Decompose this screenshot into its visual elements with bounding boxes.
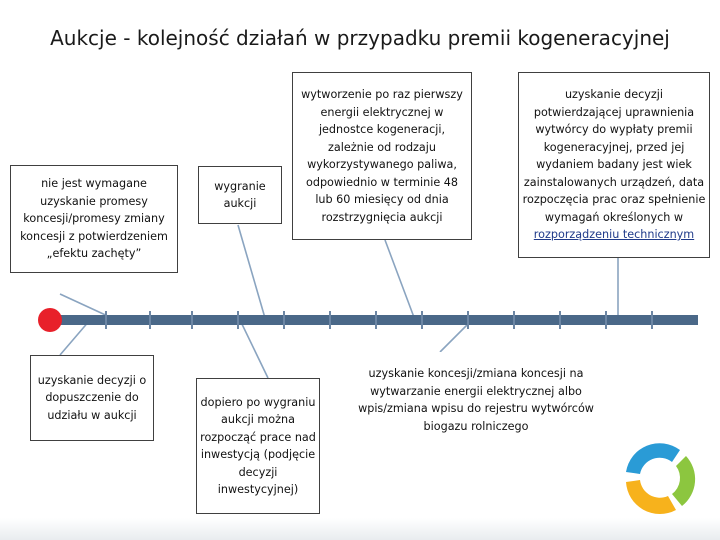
box-investment-start: dopiero po wygraniu aukcji można rozpocząć prace nad inwestycją (podjęcie decyzji inwestycyjnej) <box>196 378 320 514</box>
connector-top2 <box>238 225 265 318</box>
box-premium-decision-text: uzyskanie decyzji potwierdzającej uprawnienia wytwórcy do wypłaty premii kogeneracyjnej, przed jej wydaniem badany jest wiek zainstalowanych urządzeń, data rozpoczęcia prac oraz spełnienie wymagań określonych w <box>522 88 706 224</box>
box-first-energy-production: wytworzenie po raz pierwszy energii elektrycznej w jednostce kogeneracji, zależnie od rodzaju wykorzystywanego paliwa, odpowiednio w terminie 48 lub 60 miesięcy od dnia rozstrzygnięcia aukcji <box>292 72 472 240</box>
box-admission-decision: uzyskanie decyzji o dopuszczenie do udziału w aukcji <box>30 355 154 441</box>
box-premium-decision <box>518 72 710 258</box>
box-win-auction: wygranie aukcji <box>198 166 282 224</box>
cogeneration-logo <box>626 443 695 514</box>
box-no-promise-required: nie jest wymagane uzyskanie promesy koncesji/promesy zmiany koncesji z potwierdzeniem „efektu zachęty” <box>10 165 178 273</box>
connector-top1 <box>60 294 112 318</box>
connector-bottom1 <box>60 320 90 355</box>
technical-regulation-link[interactable]: rozporządzeniu technicznym <box>533 228 695 242</box>
connector-bottom2 <box>240 320 268 378</box>
connector-top3 <box>385 240 415 320</box>
footer-shade <box>0 518 720 540</box>
timeline-bar <box>58 315 698 325</box>
page-title: Aukcje - kolejność działań w przypadku premii kogeneracyjnej <box>50 26 670 50</box>
start-dot <box>38 308 62 332</box>
box-license: uzyskanie koncesji/zmiana koncesji na wytwarzanie energii elektrycznej albo wpis/zmiana wpisu do rejestru wytwórców biogazu rolniczego <box>342 352 610 448</box>
